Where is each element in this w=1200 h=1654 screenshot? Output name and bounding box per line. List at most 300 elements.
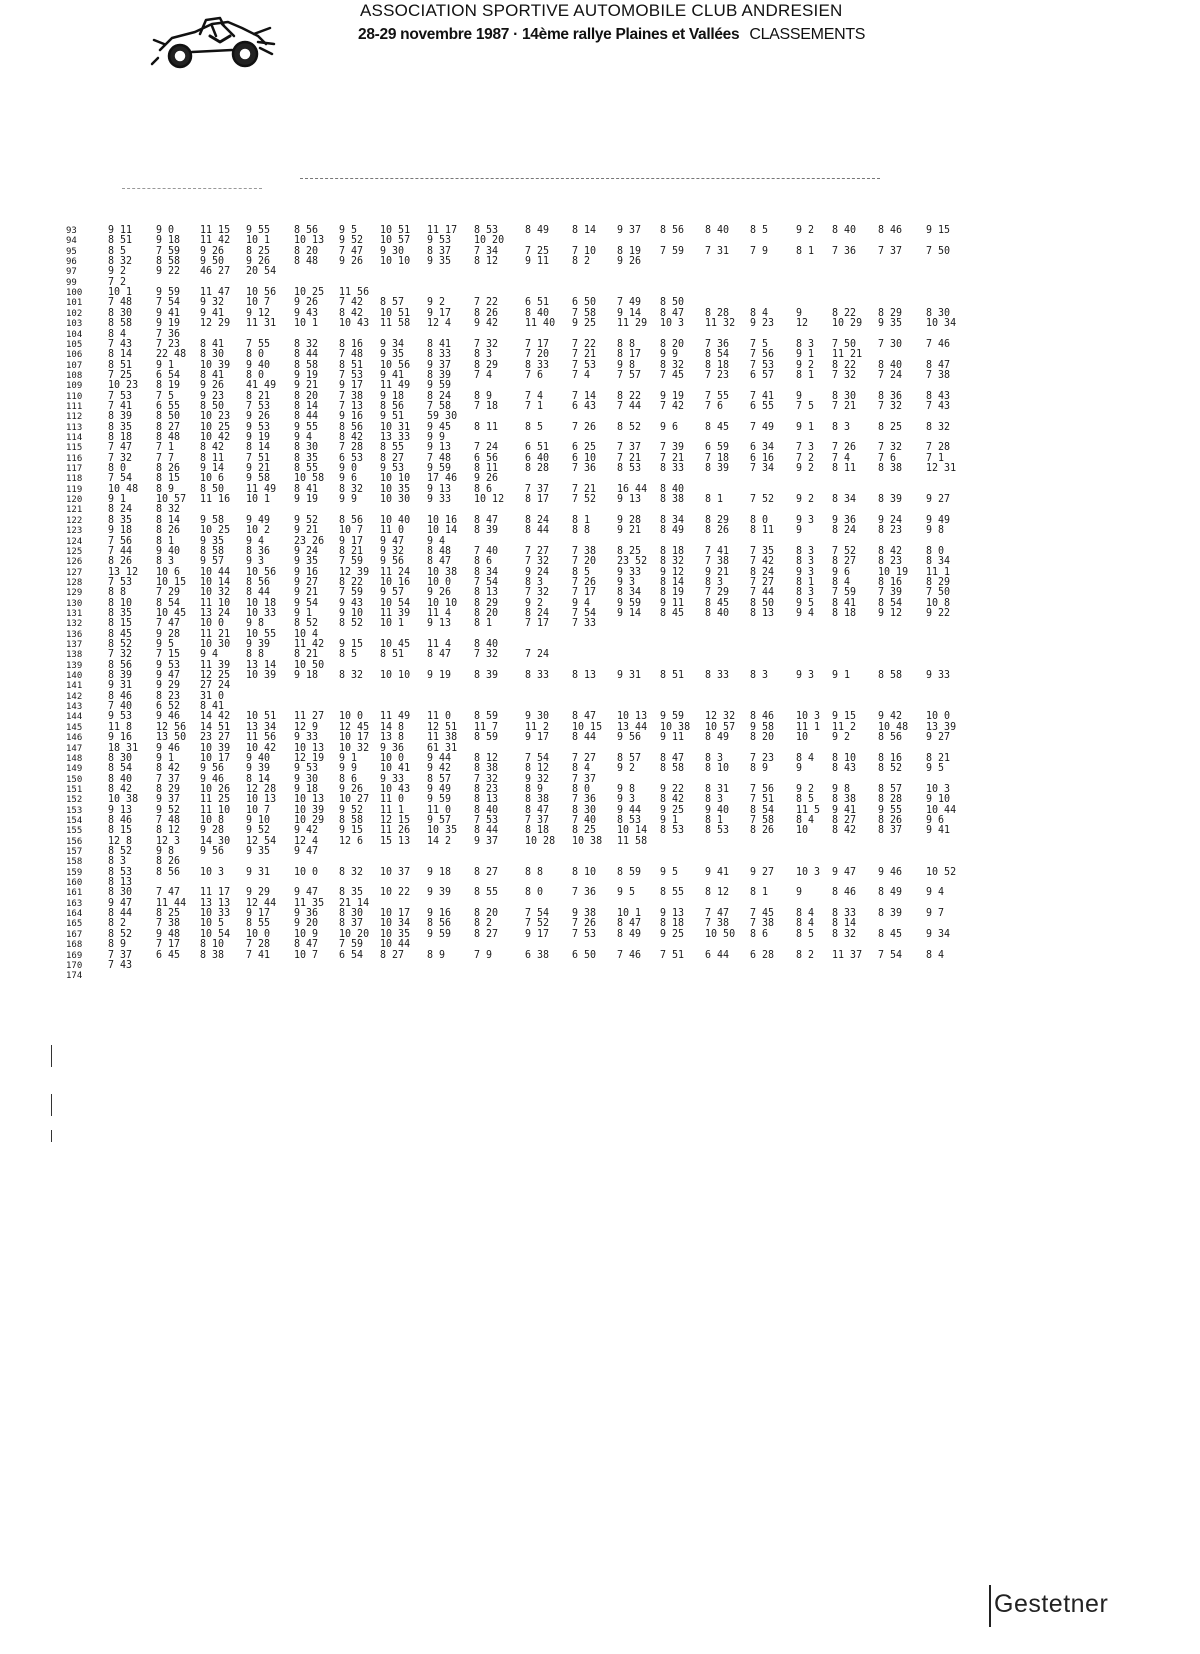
time-cell: 8 0	[108, 462, 127, 475]
time-cell: 9 5	[156, 638, 175, 651]
time-cell: 8 57	[617, 752, 642, 765]
time-cell: 7 54	[572, 607, 597, 620]
time-cell: 8 55	[246, 918, 271, 930]
time-cell: 8 56	[339, 514, 364, 527]
time-cell: 10 39	[200, 742, 231, 754]
time-cell: 6 59	[705, 442, 730, 454]
time-cell: 9 27	[750, 866, 775, 878]
time-cell: 10 20	[339, 928, 370, 941]
time-cell: 8 18	[108, 431, 133, 444]
time-cell: 9 13	[617, 493, 642, 506]
time-cell: 11 38	[427, 731, 458, 744]
time-cell: 7 56	[750, 348, 775, 361]
time-cell: 7 40	[108, 700, 133, 713]
row-number: 158	[66, 857, 83, 868]
time-cell: 7 32	[474, 773, 499, 785]
time-cell: 8 27	[156, 421, 181, 433]
time-cell: 9 59	[427, 462, 452, 475]
time-cell: 8 19	[660, 586, 685, 599]
time-cell: 7 15	[156, 649, 181, 661]
time-cell: 8 32	[339, 669, 364, 682]
time-cell: 10 25	[294, 286, 325, 299]
time-cell: 7 17	[156, 938, 181, 951]
time-cell: 10 2	[246, 524, 271, 537]
time-cell: 9 16	[294, 566, 319, 578]
row-number: 154	[66, 815, 83, 826]
time-cell: 8 1	[474, 617, 493, 630]
time-cell: 8 22	[832, 359, 857, 371]
time-cell: 9 6	[832, 566, 851, 578]
time-cell: 8 9	[474, 390, 493, 402]
time-cell: 8 48	[427, 545, 452, 558]
time-cell: 9 55	[246, 224, 271, 237]
row-number: 143	[66, 702, 83, 713]
time-cell: 11 31	[246, 317, 277, 330]
time-cell: 8 29	[474, 359, 499, 371]
time-cell: 9 49	[427, 783, 452, 796]
time-cell: 9 1	[339, 752, 358, 765]
time-cell: 9 26	[427, 586, 452, 599]
time-cell: 9 30	[294, 773, 319, 785]
time-cell: 10 7	[339, 524, 364, 537]
time-cell: 10	[796, 731, 809, 744]
time-cell: 11 15	[200, 224, 231, 237]
time-cell: 10 31	[380, 421, 411, 433]
row-number: 167	[66, 929, 83, 940]
row-number: 151	[66, 784, 83, 795]
time-cell: 9 4	[246, 535, 265, 547]
time-cell: 8 9	[108, 938, 127, 951]
time-cell: 7 22	[474, 297, 499, 309]
time-cell: 6 55	[750, 400, 775, 413]
time-cell: 8 33	[525, 359, 550, 371]
time-cell: 9 35	[294, 555, 319, 568]
time-cell: 8 13	[474, 586, 499, 599]
time-cell: 12 39	[339, 566, 370, 578]
time-cell: 8 30	[108, 307, 133, 320]
time-cell: 8 47	[572, 711, 597, 723]
time-cell: 8 3	[705, 752, 724, 765]
time-cell: 13 13	[200, 897, 231, 909]
time-cell: 8 0	[246, 369, 265, 382]
time-cell: 9 36	[294, 907, 319, 920]
time-cell: 10 35	[380, 928, 411, 941]
time-cell: 8 26	[156, 462, 181, 475]
time-cell: 9 9	[660, 348, 679, 361]
time-cell: 10 0	[926, 711, 951, 723]
time-cell: 9 33	[427, 493, 452, 506]
time-cell: 8 43	[926, 390, 951, 402]
time-cell: 8 56	[246, 576, 271, 589]
row-number: 120	[66, 495, 83, 506]
time-cell: 8 46	[832, 887, 857, 899]
time-cell: 12 32	[705, 711, 736, 723]
time-cell: 12 54	[246, 835, 277, 847]
time-cell: 7 26	[832, 442, 857, 454]
time-cell: 7 50	[832, 338, 857, 351]
time-cell: 8 52	[108, 928, 133, 941]
time-cell: 9 17	[339, 535, 364, 547]
time-cell: 9 2	[525, 597, 544, 609]
time-cell: 7 39	[660, 442, 685, 454]
time-cell: 10 0	[246, 928, 271, 941]
time-cell: 8 11	[750, 524, 775, 537]
time-cell: 11 10	[200, 597, 231, 609]
row-number: 146	[66, 733, 83, 744]
row-number: 93	[66, 226, 77, 236]
time-cell: 7 49	[750, 421, 775, 433]
time-cell: 10 27	[339, 793, 370, 806]
time-cell: 8 3	[796, 545, 815, 558]
time-cell: 11 56	[339, 286, 370, 299]
time-cell: 10 5	[200, 918, 225, 930]
time-cell: 8 13	[750, 607, 775, 620]
time-cell: 10 1	[380, 617, 405, 630]
time-cell: 9 18	[294, 669, 319, 682]
time-cell: 7 38	[926, 369, 951, 382]
time-cell: 8 1	[796, 369, 815, 382]
time-cell: 8 18	[705, 359, 730, 371]
time-cell: 7 37	[572, 773, 597, 785]
time-cell: 9 4	[796, 607, 815, 620]
time-cell: 8 48	[156, 431, 181, 444]
time-cell: 9 41	[832, 804, 857, 816]
time-cell: 7 30	[878, 338, 903, 351]
time-cell: 8 6	[750, 928, 769, 941]
time-cell: 13 33	[380, 431, 411, 444]
time-cell: 8 44	[294, 348, 319, 361]
time-cell: 9 39	[427, 887, 452, 899]
time-cell: 7 48	[339, 348, 364, 361]
time-cell: 10 38	[427, 566, 458, 578]
time-cell: 7 6	[705, 400, 724, 413]
time-cell: 8 42	[878, 545, 903, 558]
time-cell: 9 9	[339, 762, 358, 775]
time-cell: 9 33	[294, 731, 319, 744]
time-cell: 9 18	[427, 866, 452, 878]
time-cell: 8 42	[660, 793, 685, 806]
time-cell: 8 38	[474, 762, 499, 775]
time-cell: 8 47	[294, 938, 319, 951]
time-cell: 9 46	[878, 866, 903, 878]
time-cell: 7 58	[572, 307, 597, 320]
time-cell: 8 25	[617, 545, 642, 558]
time-cell: 8 18	[525, 824, 550, 837]
time-cell: 8 29	[878, 307, 903, 320]
time-cell: 8 53	[108, 866, 133, 878]
time-cell: 8 3	[156, 555, 175, 568]
time-cell: 8 3	[108, 856, 127, 868]
time-cell: 11 49	[380, 379, 411, 392]
time-cell: 9 18	[380, 390, 405, 402]
time-cell: 8 34	[660, 514, 685, 527]
time-cell: 6 57	[750, 369, 775, 382]
time-cell: 7 38	[705, 918, 730, 930]
time-cell: 8 49	[660, 524, 685, 537]
time-cell: 8 45	[705, 597, 730, 609]
time-cell: 7 44	[750, 586, 775, 599]
time-cell: 8 44	[294, 410, 319, 423]
time-cell: 9 32	[380, 545, 405, 558]
time-cell: 9 2	[617, 762, 636, 775]
time-cell: 7 21	[617, 452, 642, 464]
time-cell: 9 26	[200, 245, 225, 257]
time-cell: 8 24	[525, 514, 550, 527]
time-cell: 9 8	[832, 783, 851, 796]
time-cell: 9 50	[200, 255, 225, 268]
time-cell: 10 15	[156, 576, 187, 589]
time-cell: 8 30	[200, 348, 225, 361]
time-cell: 9 51	[380, 410, 405, 423]
time-cell: 8 46	[108, 690, 133, 702]
time-cell: 8 39	[705, 462, 730, 475]
time-cell: 8 47	[427, 649, 452, 661]
time-cell: 8 53	[474, 224, 499, 237]
time-cell: 6 50	[572, 949, 597, 961]
time-cell: 8 54	[705, 348, 730, 361]
time-cell: 9 41	[926, 824, 951, 837]
time-cell: 8 51	[108, 235, 133, 247]
time-cell: 10 42	[200, 431, 231, 444]
row-number: 115	[66, 443, 83, 454]
time-cell: 7 51	[660, 949, 685, 961]
time-cell: 7 44	[617, 400, 642, 413]
time-cell: 13 39	[926, 721, 957, 734]
row-number: 137	[66, 640, 83, 650]
time-cell: 8 32	[926, 421, 951, 433]
time-cell: 9 21	[246, 462, 271, 475]
time-cell: 8 16	[878, 752, 903, 765]
time-cell: 9 34	[380, 338, 405, 351]
time-cell: 8 38	[660, 493, 685, 506]
time-cell: 9 42	[474, 317, 499, 330]
time-cell: 8 16	[339, 338, 364, 351]
time-cell: 8 41	[832, 597, 857, 609]
time-cell: 9 52	[246, 824, 271, 837]
time-cell: 8 13	[108, 876, 133, 889]
time-cell: 9 53	[380, 462, 405, 475]
time-cell: 7 28	[926, 442, 951, 454]
time-cell: 8 37	[339, 918, 364, 930]
time-cell: 8 0	[926, 545, 945, 558]
time-cell: 9 52	[339, 804, 364, 816]
time-cell: 9 4	[926, 887, 945, 899]
time-cell: 10 54	[200, 928, 231, 941]
time-cell: 6 44	[705, 949, 730, 961]
time-cell: 8 52	[339, 617, 364, 630]
time-cell: 7 10	[572, 245, 597, 257]
time-cell: 8 35	[294, 452, 319, 464]
time-cell: 9 33	[380, 773, 405, 785]
row-number: 160	[66, 878, 83, 889]
time-cell: 8 4	[832, 576, 851, 589]
time-cell: 8 44	[572, 731, 597, 744]
row-number: 118	[66, 474, 83, 485]
time-cell: 9 47	[832, 866, 857, 878]
time-cell: 8 40	[660, 483, 685, 495]
time-cell: 9 40	[246, 752, 271, 765]
time-cell: 8 40	[878, 359, 903, 371]
time-cell: 9 8	[617, 783, 636, 796]
time-cell: 8 42	[339, 307, 364, 320]
time-cell: 8 8	[108, 586, 127, 599]
time-cell: 8 52	[108, 638, 133, 651]
time-cell: 10 8	[926, 597, 951, 609]
time-cell: 10 54	[380, 597, 411, 609]
time-cell: 8 11	[200, 452, 225, 464]
time-cell: 23 52	[617, 555, 648, 568]
time-cell: 9 1	[156, 359, 175, 371]
time-cell: 8 33	[660, 462, 685, 475]
time-cell: 9 36	[380, 742, 405, 754]
time-cell: 9 12	[878, 607, 903, 620]
row-number: 124	[66, 536, 83, 547]
time-cell: 10 43	[380, 783, 411, 796]
time-cell: 9 5	[660, 866, 679, 878]
time-cell: 9	[796, 887, 803, 899]
time-cell: 9 12	[660, 566, 685, 578]
time-cell: 8 50	[200, 400, 225, 413]
time-cell: 10 0	[200, 617, 225, 630]
time-cell: 8 59	[474, 731, 499, 744]
time-cell: 10 41	[380, 762, 411, 775]
time-cell: 9 19	[294, 493, 319, 506]
time-cell: 10 13	[294, 793, 325, 806]
time-cell: 9 43	[294, 307, 319, 320]
row-number: 144	[66, 712, 83, 723]
time-cell: 9 13	[427, 442, 452, 454]
time-cell: 9 18	[294, 783, 319, 796]
time-cell: 7 23	[705, 369, 730, 382]
row-number: 103	[66, 319, 83, 330]
time-cell: 8 30	[832, 390, 857, 402]
time-cell: 9 59	[427, 793, 452, 806]
time-cell: 9 21	[294, 524, 319, 537]
time-cell: 7 21	[572, 483, 597, 495]
row-number: 131	[66, 608, 83, 619]
time-cell: 9 55	[878, 804, 903, 816]
time-cell: 8 30	[926, 307, 951, 320]
time-cell: 11 49	[380, 711, 411, 723]
time-cell: 8 40	[705, 607, 730, 620]
time-cell: 8 15	[108, 617, 133, 630]
time-cell: 8 56	[339, 421, 364, 433]
club-name: ASSOCIATION SPORTIVE AUTOMOBILE CLUB ANDRESIEN	[360, 1, 843, 20]
time-cell: 9 4	[427, 535, 446, 547]
time-cell: 8 36	[246, 545, 271, 558]
time-cell: 9 22	[660, 783, 685, 796]
time-cell: 7 52	[525, 918, 550, 930]
time-cell: 8 1	[705, 493, 724, 506]
time-cell: 8 39	[878, 907, 903, 920]
time-cell: 7 37	[108, 949, 133, 961]
time-cell: 22 48	[156, 348, 187, 361]
time-cell: 8 40	[108, 773, 133, 785]
time-cell: 7 23	[156, 338, 181, 351]
time-cell: 10 10	[380, 255, 411, 268]
time-cell: 10 35	[427, 824, 458, 837]
time-cell: 8 3	[705, 793, 724, 806]
time-cell: 8 24	[750, 566, 775, 578]
time-cell: 8 12	[474, 255, 499, 268]
time-cell: 7 26	[572, 576, 597, 589]
time-cell: 7 23	[750, 752, 775, 765]
time-cell: 9 11	[660, 597, 685, 609]
time-cell: 8 22	[617, 390, 642, 402]
time-cell: 7 56	[108, 535, 133, 547]
time-cell: 9 38	[572, 907, 597, 920]
time-cell: 9 9	[427, 431, 446, 444]
time-cell: 8 32	[660, 359, 685, 371]
time-cell: 8 58	[878, 669, 903, 682]
time-cell: 9 6	[926, 814, 945, 827]
time-cell: 8 4	[926, 949, 945, 961]
row-number: 132	[66, 619, 83, 630]
time-cell: 9 28	[200, 824, 225, 837]
time-cell: 9 17	[427, 307, 452, 320]
time-cell: 10 18	[246, 597, 277, 609]
time-cell: 8 27	[832, 814, 857, 827]
time-cell: 10 40	[380, 514, 411, 527]
row-number: 155	[66, 826, 83, 837]
time-cell: 7 59	[339, 586, 364, 599]
time-cell: 7 1	[156, 442, 175, 454]
time-cell: 12 45	[339, 721, 370, 734]
time-cell: 7 18	[705, 452, 730, 464]
time-cell: 7 42	[750, 555, 775, 568]
time-cell: 8 3	[796, 555, 815, 568]
time-cell: 9 46	[156, 711, 181, 723]
time-cell: 8 49	[617, 928, 642, 941]
time-cell: 11 2	[832, 721, 857, 734]
time-cell: 10 14	[427, 524, 458, 537]
time-cell: 7 59	[156, 245, 181, 257]
time-cell: 8 49	[705, 731, 730, 744]
time-cell: 8 32	[339, 866, 364, 878]
time-cell: 8 3	[705, 576, 724, 589]
time-cell: 9 1	[832, 669, 851, 682]
time-cell: 9 53	[427, 235, 452, 247]
row-number: 140	[66, 671, 83, 682]
time-cell: 8 3	[796, 338, 815, 351]
time-cell: 8 34	[926, 555, 951, 568]
time-cell: 9 24	[294, 545, 319, 558]
row-number: 161	[66, 888, 83, 899]
time-cell: 10 29	[294, 814, 325, 827]
row-number: 125	[66, 546, 83, 557]
time-cell: 8 58	[339, 814, 364, 827]
time-cell: 7 43	[108, 338, 133, 351]
time-cell: 8 21	[294, 649, 319, 661]
time-cell: 9 47	[380, 535, 405, 547]
time-cell: 8 2	[796, 949, 815, 961]
time-cell: 10 23	[108, 379, 139, 392]
time-cell: 7 32	[878, 442, 903, 454]
time-cell: 7 47	[108, 442, 133, 454]
time-cell: 9 2	[796, 462, 815, 475]
time-cell: 8 19	[617, 245, 642, 257]
time-cell: 7 6	[878, 452, 897, 464]
time-cell: 9 21	[617, 524, 642, 537]
time-cell: 8 36	[878, 390, 903, 402]
time-cell: 7 4	[572, 369, 591, 382]
time-cell: 8 14	[246, 442, 271, 454]
time-cell: 12 3	[156, 835, 181, 847]
time-cell: 9 13	[108, 804, 133, 816]
row-number: 101	[66, 298, 83, 309]
time-cell: 8 53	[660, 824, 685, 837]
time-cell: 8 26	[156, 856, 181, 868]
